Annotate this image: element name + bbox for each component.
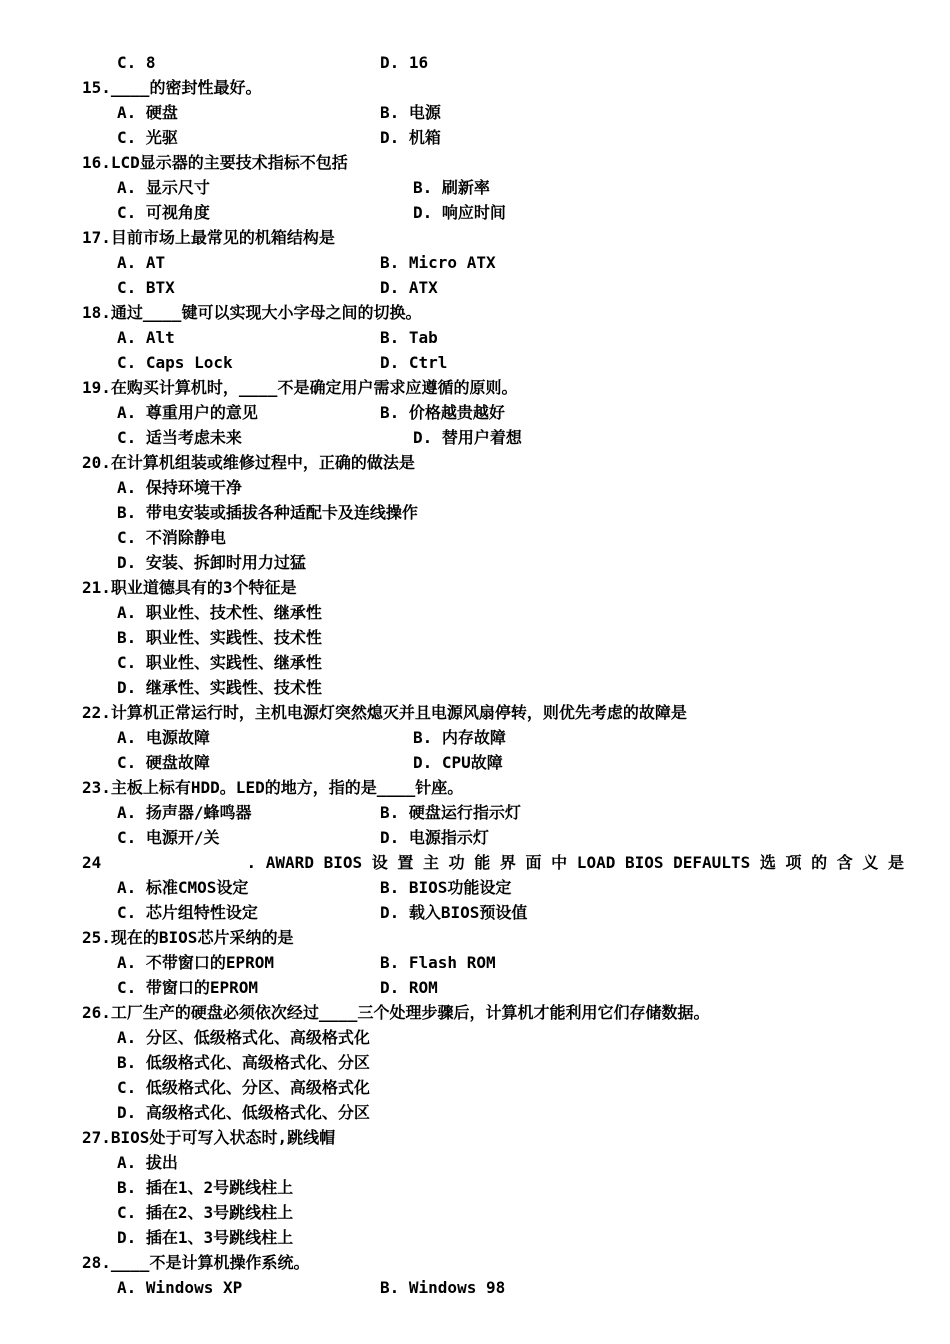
option-d: D. Ctrl [380,353,448,372]
option-c: C. 职业性、实践性、继承性 [117,653,322,672]
option-a: A. 电源故障 [117,728,210,747]
option-c: C. 光驱 [117,128,178,147]
question-18 [82,300,421,325]
option-c: C. 可视角度 [117,203,210,222]
option-a: A. 扬声器/蜂鸣器 [117,803,252,822]
option-b: B. 职业性、实践性、技术性 [117,628,322,647]
option-c: C. BTX [117,278,175,297]
option-d: D. ATX [380,278,438,297]
question-number: 23. [82,778,111,797]
option-b: B. 插在1、2号跳线柱上 [117,1178,294,1197]
question-number: 17. [82,228,111,247]
option-b: B. 硬盘运行指示灯 [380,803,521,822]
question-text: ____不是计算机操作系统。 [110,1253,310,1272]
question-number: 20. [82,453,111,472]
option-d: D. 插在1、3号跳线柱上 [117,1228,294,1247]
question-text: 在购买计算机时，____不是确定用户需求应遵循的原则。 [110,378,518,397]
option-d: D. 载入BIOS预设值 [380,903,528,922]
option-d: D. 机箱 [380,128,441,147]
option-c: C. 适当考虑未来 [117,428,242,447]
option-a: A. 保持环境干净 [117,478,242,497]
question-26 [82,1000,709,1025]
question-number: 21. [82,578,111,597]
question-23 [82,775,463,800]
question-text: 在计算机组装或维修过程中，正确的做法是 [110,453,415,472]
question-19 [82,375,517,400]
option-c: C. 硬盘故障 [117,753,210,772]
question-27 [82,1125,335,1150]
question-25 [82,925,293,950]
option-a: A. 尊重用户的意见 [117,403,258,422]
question-text: 主板上标有HDD。LED的地方，指的是____针座。 [110,778,464,797]
option-a: A. 标准CMOS设定 [117,878,249,897]
option-d: D. 响应时间 [413,203,506,222]
option-c: C. 低级格式化、分区、高级格式化 [117,1078,370,1097]
option-c: C. 不消除静电 [117,528,226,547]
option-b: B. 低级格式化、高级格式化、分区 [117,1053,370,1072]
option-d: D. 继承性、实践性、技术性 [117,678,322,697]
question-17 [82,225,335,250]
option-b: B. Tab [380,328,438,347]
question-text: 通过____键可以实现大小字母之间的切换。 [110,303,422,322]
option-c: C. 带窗口的EPROM [117,978,259,997]
question-22 [82,700,687,725]
question-text: 职业道德具有的3个特征是 [110,578,297,597]
option-a: A. 显示尺寸 [117,178,210,197]
option-a: A. 不带窗口的EPROM [117,953,275,972]
question-text: . AWARD BIOS 设 置 主 功 能 界 面 中 LOAD BIOS DEFAULTS 选 项 的 含 义 是 [246,853,904,872]
option-b: B. Windows 98 [380,1278,506,1297]
option-b: B. 价格越贵越好 [380,403,505,422]
question-number: 15. [82,78,111,97]
option-b: B. Flash ROM [380,953,496,972]
option-a: A. 分区、低级格式化、高级格式化 [117,1028,370,1047]
question-16 [82,150,348,175]
option-d: D. 高级格式化、低级格式化、分区 [117,1103,370,1122]
option-c: C. 8 [117,53,156,72]
question-number: 19. [82,378,111,397]
option-d: D. ROM [380,978,438,997]
question-number: 16. [82,153,111,172]
question-text: LCD显示器的主要技术指标不包括 [110,153,348,172]
question-number: 26. [82,1003,111,1022]
question-24 [82,850,904,875]
question-text: 工厂生产的硬盘必须依次经过____三个处理步骤后，计算机才能利用它们存储数据。 [110,1003,710,1022]
question-21 [82,575,297,600]
option-b: B. 刷新率 [413,178,490,197]
option-b: B. 电源 [380,103,441,122]
option-a: A. 拔出 [117,1153,178,1172]
question-number: 27. [82,1128,111,1147]
option-b: B. BIOS功能设定 [380,878,512,897]
option-a: A. 职业性、技术性、继承性 [117,603,322,622]
option-a: A. Alt [117,328,175,347]
question-number: 22. [82,703,111,722]
option-a: A. AT [117,253,166,272]
question-text: ____的密封性最好。 [110,78,262,97]
option-b: B. Micro ATX [380,253,496,272]
question-text: BIOS处于可写入状态时,跳线帽 [110,1128,336,1147]
option-c: C. 芯片组特性设定 [117,903,258,922]
option-a: A. 硬盘 [117,103,178,122]
question-number: 24 [82,853,102,872]
option-c: C. 电源开/关 [117,828,220,847]
option-a: A. Windows XP [117,1278,243,1297]
option-d: D. 电源指示灯 [380,828,489,847]
question-text: 目前市场上最常见的机箱结构是 [110,228,335,247]
option-d: D. 安装、拆卸时用力过猛 [117,553,306,572]
option-d: D. 替用户着想 [413,428,522,447]
option-d: D. 16 [380,53,429,72]
question-number: 18. [82,303,111,322]
question-number: 25. [82,928,111,947]
option-c: C. Caps Lock [117,353,233,372]
question-15 [82,75,261,100]
option-b: B. 带电安装或插拔各种适配卡及连线操作 [117,503,418,522]
question-28 [82,1250,309,1275]
option-d: D. CPU故障 [413,753,503,772]
option-c: C. 插在2、3号跳线柱上 [117,1203,294,1222]
question-text: 计算机正常运行时，主机电源灯突然熄灭并且电源风扇停转，则优先考虑的故障是 [110,703,687,722]
option-b: B. 内存故障 [413,728,506,747]
question-number: 28. [82,1253,111,1272]
question-20 [82,450,415,475]
question-text: 现在的BIOS芯片采纳的是 [110,928,294,947]
